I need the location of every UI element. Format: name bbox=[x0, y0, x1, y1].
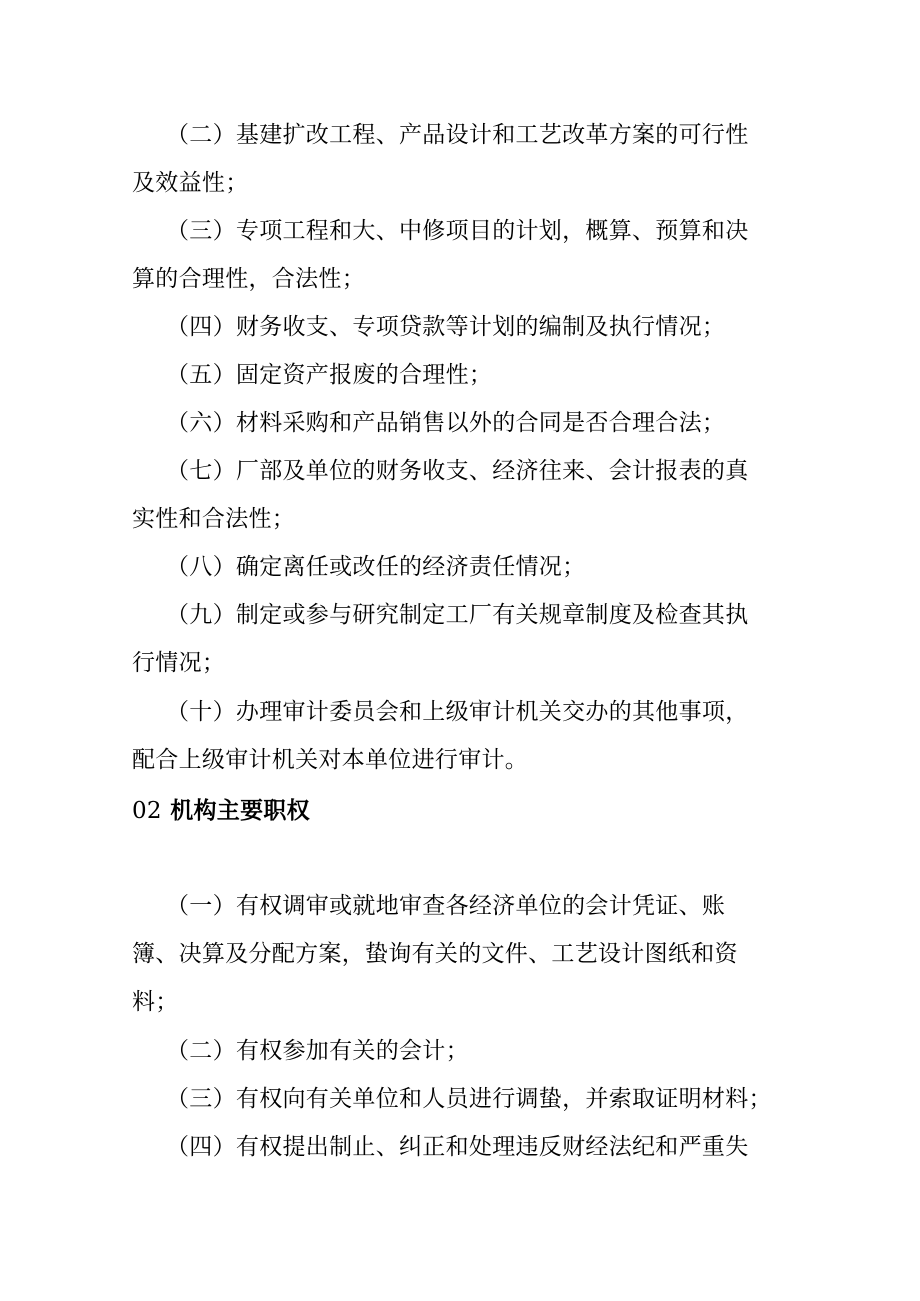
power-2-line-1: （二）有权参加有关的会计； bbox=[166, 1038, 469, 1064]
item-9-line-2: 行情况； bbox=[132, 650, 226, 676]
item-4-line-1: （四）财务收支、专项贷款等计划的编制及执行情况； bbox=[166, 314, 726, 340]
power-3-line-1: （三）有权向有关单位和人员进行调蛰，并索取证明材料； bbox=[166, 1086, 772, 1112]
section-heading bbox=[132, 796, 310, 826]
item-5-line-1: （五）固定资产报废的合理性； bbox=[166, 362, 493, 388]
item-8-line-1: （八）确定离任或改任的经济责任情况； bbox=[166, 554, 586, 580]
item-6-line-1: （六）材料采购和产品销售以外的合同是否合理合法； bbox=[166, 410, 726, 436]
power-1-line-2: 簿、决算及分配方案，蛰询有关的文件、工艺设计图纸和资 bbox=[132, 941, 738, 967]
item-9-line-1: （九）制定或参与研究制定工厂有关规章制度及检查其执 bbox=[166, 602, 749, 628]
item-10-line-2: 配合上级审计机关对本单位进行审计。 bbox=[132, 747, 529, 773]
item-2-line-1: （二）基建扩改工程、产品设计和工艺改革方案的可行性 bbox=[166, 122, 749, 148]
section-number: 02 bbox=[132, 798, 162, 824]
item-7-line-2: 实性和合法性； bbox=[132, 506, 296, 532]
item-3-line-1: （三）专项工程和大、中修项目的计划，概算、预算和决 bbox=[166, 218, 749, 244]
item-7-line-1: （七）厂部及单位的财务收支、经济往来、会计报表的真 bbox=[166, 458, 749, 484]
item-2-line-2: 及效益性； bbox=[132, 170, 249, 196]
item-10-line-1: （十）办理审计委员会和上级审计机关交办的其他事项， bbox=[166, 699, 749, 725]
power-1-line-3: 料； bbox=[132, 989, 179, 1015]
item-3-line-2: 算的合理性，合法性； bbox=[132, 266, 365, 292]
section-title: 机构主要职权 bbox=[170, 798, 310, 824]
power-4-line-1: （四）有权提出制止、纠正和处理违反财经法纪和严重失 bbox=[166, 1134, 749, 1160]
power-1-line-1: （一）有权调审或就地审查各经济单位的会计凭证、账 bbox=[166, 893, 726, 919]
